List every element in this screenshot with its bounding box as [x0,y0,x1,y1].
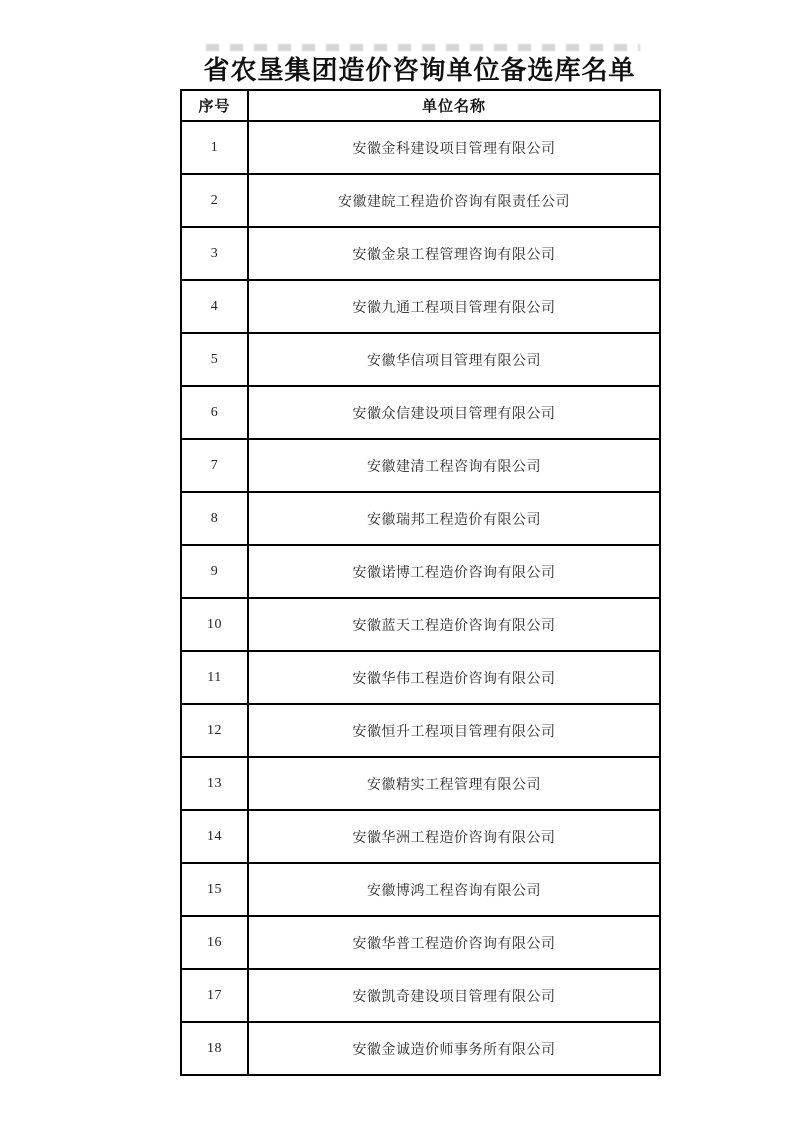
company-name: 安徽金诚造价师事务所有限公司 [248,1022,660,1075]
row-number: 6 [181,386,248,439]
row-number: 12 [181,704,248,757]
company-name: 安徽华信项目管理有限公司 [248,333,660,386]
company-name: 安徽华伟工程造价咨询有限公司 [248,651,660,704]
table-row [181,386,660,439]
page-title: 省农垦集团造价咨询单位备选库名单 [203,56,636,85]
table-row [181,492,660,545]
company-name: 安徽众信建设项目管理有限公司 [248,386,660,439]
table-row [181,598,660,651]
company-name: 安徽金泉工程管理咨询有限公司 [248,227,660,280]
row-number: 9 [181,545,248,598]
row-number: 10 [181,598,248,651]
company-name: 安徽九通工程项目管理有限公司 [248,280,660,333]
table-row [181,174,660,227]
table-body [181,121,660,1075]
row-number: 11 [181,651,248,704]
company-name: 安徽诺博工程造价咨询有限公司 [248,545,660,598]
row-number: 8 [181,492,248,545]
table-row [181,810,660,863]
row-number: 1 [181,121,248,174]
table-row [181,545,660,598]
company-name: 安徽建皖工程造价咨询有限责任公司 [248,174,660,227]
row-number: 18 [181,1022,248,1075]
company-name: 安徽金科建设项目管理有限公司 [248,121,660,174]
row-number: 14 [181,810,248,863]
row-number: 5 [181,333,248,386]
table-row [181,227,660,280]
table-row [181,333,660,386]
row-number: 7 [181,439,248,492]
company-name: 安徽瑞邦工程造价有限公司 [248,492,660,545]
table-row [181,969,660,1022]
table-row [181,280,660,333]
table-row [181,757,660,810]
company-name: 安徽恒升工程项目管理有限公司 [248,704,660,757]
table-row [181,651,660,704]
company-name: 安徽博鸿工程咨询有限公司 [248,863,660,916]
table-row [181,704,660,757]
column-header-index: 序号 [181,90,248,121]
table-row [181,916,660,969]
company-name: 安徽建清工程咨询有限公司 [248,439,660,492]
row-number: 16 [181,916,248,969]
company-name: 安徽华普工程造价咨询有限公司 [248,916,660,969]
vendor-roster-table [180,89,661,1076]
row-number: 13 [181,757,248,810]
row-number: 4 [181,280,248,333]
company-name: 安徽精实工程管理有限公司 [248,757,660,810]
column-header-unit-name: 单位名称 [248,90,660,121]
company-name: 安徽华洲工程造价咨询有限公司 [248,810,660,863]
company-name: 安徽凯奇建设项目管理有限公司 [248,969,660,1022]
row-number: 17 [181,969,248,1022]
table-header [181,90,660,121]
table-row [181,863,660,916]
row-number: 2 [181,174,248,227]
row-number: 15 [181,863,248,916]
table-row [181,121,660,174]
table-row [181,439,660,492]
header-row [181,90,660,121]
table-row [181,1022,660,1075]
company-name: 安徽蓝天工程造价咨询有限公司 [248,598,660,651]
row-number: 3 [181,227,248,280]
